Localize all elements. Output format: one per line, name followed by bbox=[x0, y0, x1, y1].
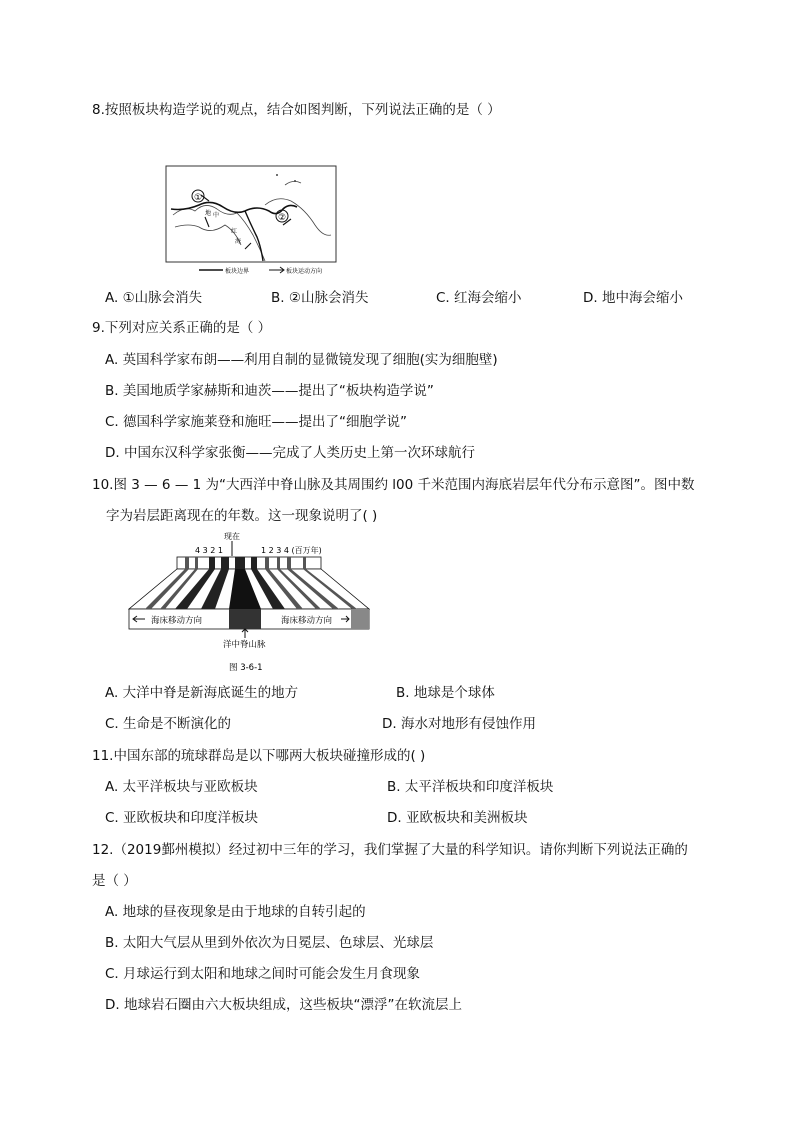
q8-option-b: B. ②山脉会消失 bbox=[271, 290, 369, 306]
q8-option-c: C. 红海会缩小 bbox=[436, 290, 522, 306]
q12-stem-line2: 是（ ） bbox=[92, 873, 137, 889]
q12-stem-line1: 12.（2019鄞州模拟）经过初中三年的学习，我们掌握了大量的科学知识。请你判断下列说法正确的 bbox=[92, 842, 688, 858]
q9-stem: 9.下列对应关系正确的是（ ） bbox=[92, 320, 272, 336]
q12-option-d: D. 地球岩石圈由六大板块组成，这些板块“漂浮”在软流层上 bbox=[105, 997, 462, 1013]
q10-stem-line2: 字为岩层距离现在的年数。这一现象说明了( ) bbox=[106, 508, 378, 524]
q8-stem: 8.按照板块构造学说的观点，结合如图判断，下列说法正确的是（ ） bbox=[92, 102, 501, 118]
q8-map-figure bbox=[165, 165, 337, 277]
q12-option-a: A. 地球的昼夜现象是由于地球的自转引起的 bbox=[105, 904, 366, 920]
q10-option-b: B. 地球是个球体 bbox=[396, 685, 495, 701]
q9-option-d: D. 中国东汉科学家张衡——完成了人类历史上第一次环球航行 bbox=[105, 445, 475, 461]
q11-option-d: D. 亚欧板块和美洲板块 bbox=[387, 810, 528, 826]
fig-right-numbers: 1 2 3 4 (百万年) bbox=[261, 546, 322, 555]
q11-option-b: B. 太平洋板块和印度洋板块 bbox=[387, 779, 554, 795]
fig-ridge-label: 洋中脊山脉 bbox=[223, 640, 266, 650]
q10-stem-line1: 10.图 3 — 6 — 1 为“大西洋中脊山脉及其周围约 l00 千米范围内海底岩层年代分布示意图”。图中数 bbox=[92, 477, 695, 493]
q9-option-b: B. 美国地质学家赫斯和迪茨——提出了“板块构造学说” bbox=[105, 383, 434, 399]
legend-direction: 板块运动方向 bbox=[286, 268, 323, 275]
q11-option-a: A. 太平洋板块与亚欧板块 bbox=[105, 779, 258, 795]
map-sea-4: 海 bbox=[235, 238, 242, 245]
q12-option-c: C. 月球运行到太阳和地球之间时可能会发生月食现象 bbox=[105, 966, 421, 982]
legend-boundary: 板块边界 bbox=[225, 268, 250, 275]
q9-option-c: C. 德国科学家施莱登和施旺——提出了“细胞学说” bbox=[105, 414, 407, 430]
q10-option-a: A. 大洋中脊是新海底诞生的地方 bbox=[105, 685, 299, 701]
q10-option-d: D. 海水对地形有侵蚀作用 bbox=[382, 716, 536, 732]
map-sea-3: 红 bbox=[231, 228, 238, 235]
q12-option-b: B. 太阳大气层从里到外依次为日冕层、色球层、光球层 bbox=[105, 935, 434, 951]
q10-option-c: C. 生命是不断演化的 bbox=[105, 716, 232, 732]
q11-stem: 11.中国东部的琉球群岛是以下哪两大板块碰撞形成的( ) bbox=[92, 748, 426, 764]
q9-option-a: A. 英国科学家布朗——利用自制的显微镜发现了细胞(实为细胞壁) bbox=[105, 352, 498, 368]
fig-left-arrow-label: 海床移动方向 bbox=[151, 616, 203, 626]
fig-right-arrow-label: 海床移动方向 bbox=[281, 616, 333, 626]
map-label-1: ① bbox=[194, 193, 203, 203]
q8-option-a: A. ①山脉会消失 bbox=[105, 290, 203, 306]
q8-option-d: D. 地中海会缩小 bbox=[583, 290, 683, 306]
q10-ridge-figure bbox=[125, 530, 375, 676]
fig-now-label: 现在 bbox=[224, 532, 240, 541]
map-sea-2: 中 bbox=[213, 212, 220, 219]
q11-option-c: C. 亚欧板块和印度洋板块 bbox=[105, 810, 259, 826]
fig-caption: 图 3-6-1 bbox=[229, 663, 263, 673]
map-label-2: ② bbox=[278, 213, 287, 223]
map-sea-1: 地 bbox=[205, 210, 212, 217]
fig-left-numbers: 4 3 2 1 bbox=[195, 546, 223, 555]
